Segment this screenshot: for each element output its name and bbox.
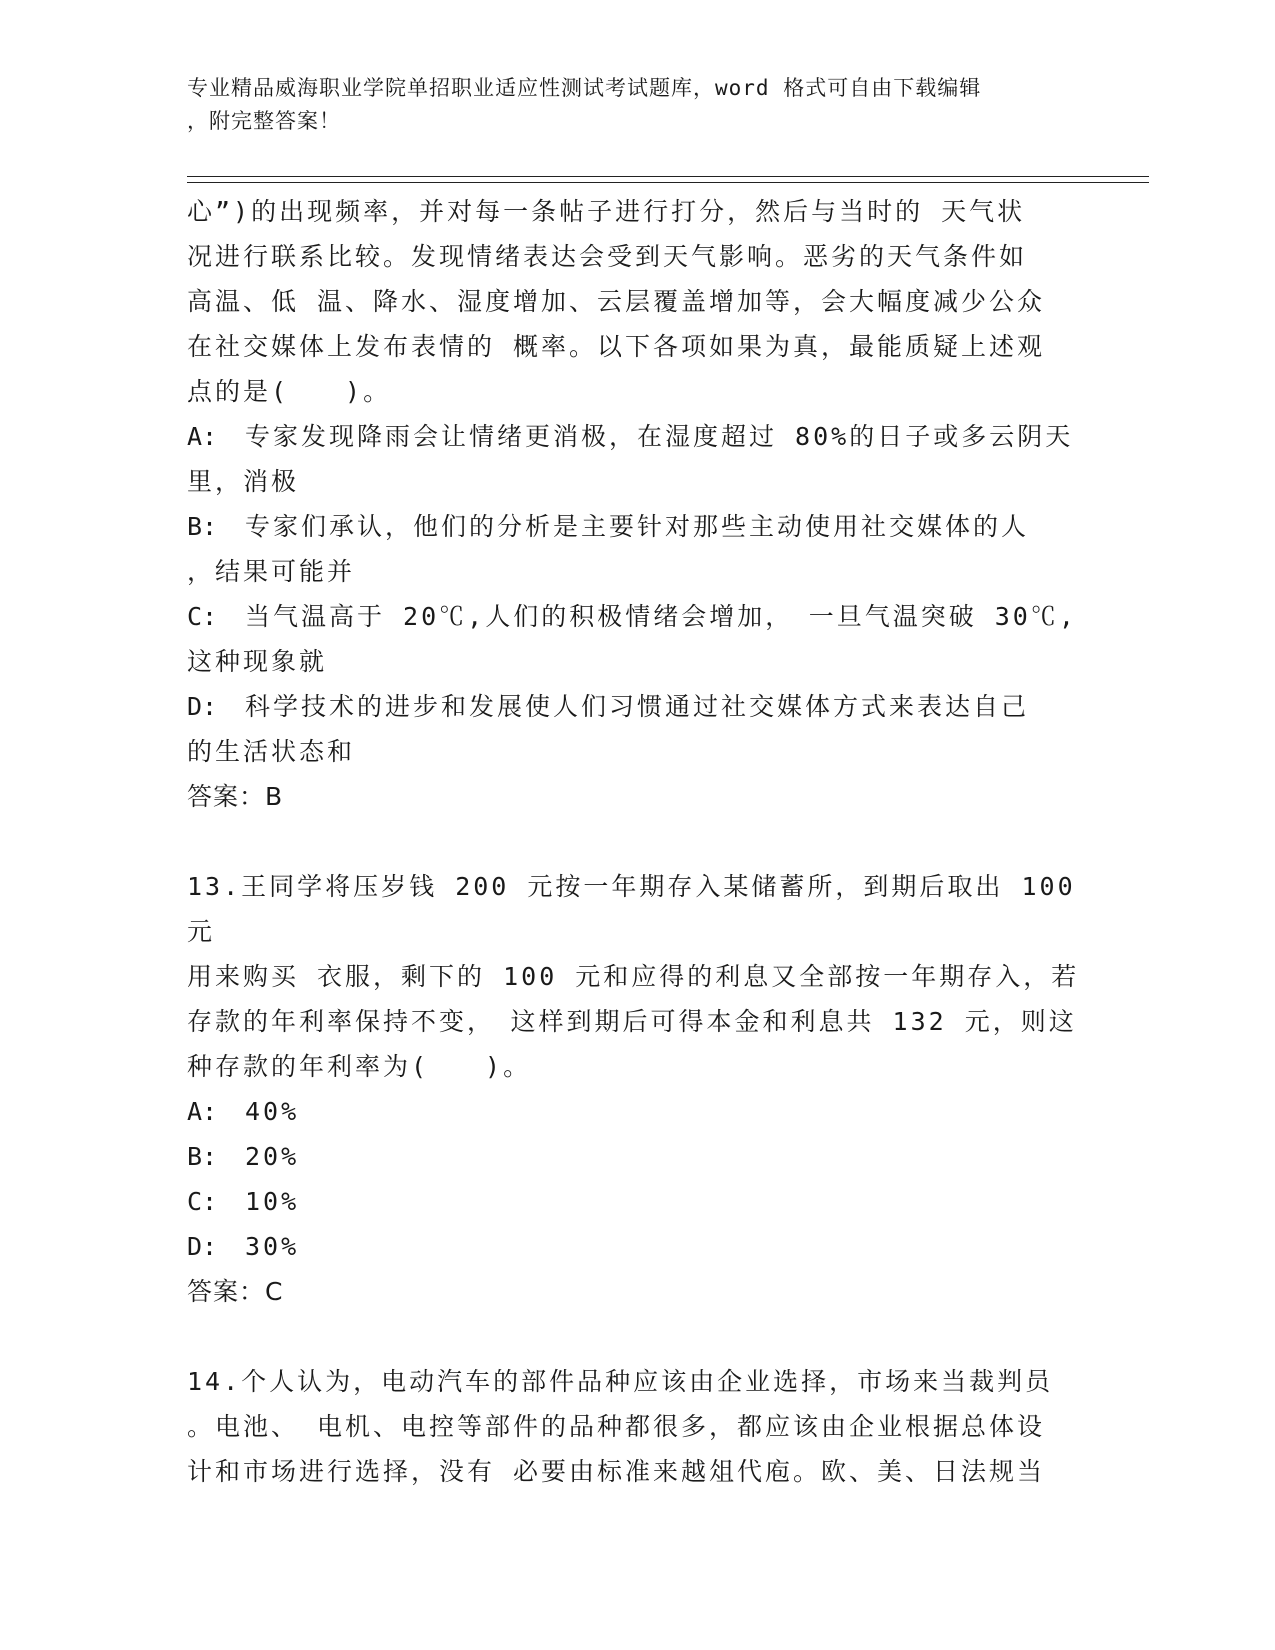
option-d [187, 1224, 1087, 1269]
option-label: D: [187, 1232, 218, 1261]
option-label: C: [187, 602, 218, 631]
option-label: A: [187, 422, 218, 451]
option-text: 专家发现降雨会让情绪更消极，在湿度超过 80%的日子或多云阴天 [245, 422, 1074, 451]
option-text-continued: ，结果可能并 [187, 557, 356, 586]
option-text: 20% [245, 1142, 300, 1171]
spacer [187, 1314, 1087, 1359]
document-body [187, 189, 1087, 1494]
page-header [187, 72, 1067, 138]
question-stem-line: 13.王同学将压岁钱 200 元按一年期存入某储蓄所，到期后取出 100 元 [187, 872, 1076, 946]
answer-line: 答案：C [187, 1277, 284, 1306]
option-text: 当气温高于 20℃,人们的积极情绪会增加， 一旦气温突破 30℃, [245, 602, 1077, 631]
option-text: 10% [245, 1187, 300, 1216]
option-label: B: [187, 1142, 218, 1171]
option-label: D: [187, 692, 218, 721]
question-stem-line: 用来购买 衣服，剩下的 100 元和应得的利息又全部按一年期存入，若 [187, 962, 1080, 991]
spacer [187, 819, 1087, 864]
option-text-continued: 的生活状态和 [187, 737, 356, 766]
option-text: 40% [245, 1097, 300, 1126]
question-stem-line: 种存款的年利率为( )。 [187, 1052, 532, 1081]
option-label: C: [187, 1187, 218, 1216]
option-label: B: [187, 512, 218, 541]
option-d [187, 684, 1087, 774]
option-text: 科学技术的进步和发展使人们习惯通过社交媒体方式来表达自己 [245, 692, 1030, 721]
question-stem-line: 14.个人认为，电动汽车的部件品种应该由企业选择，市场来当裁判员 [187, 1367, 1054, 1396]
question-stem-line: 点的是( )。 [187, 377, 392, 406]
header-rule-bottom [187, 182, 1149, 183]
question-13 [187, 864, 1087, 1314]
option-a [187, 414, 1087, 504]
question-stem-line: 况进行联系比较。发现情绪表达会受到天气影响。恶劣的天气条件如 [187, 242, 1028, 271]
option-c [187, 1179, 1087, 1224]
question-stem-line: 存款的年利率保持不变， 这样到期后可得本金和利息共 132 元，则这 [187, 1007, 1077, 1036]
option-c [187, 594, 1087, 684]
question-stem-line: 心”)的出现频率，并对每一条帖子进行打分，然后与当时的 天气状 [187, 197, 1026, 226]
option-b [187, 504, 1087, 594]
option-text: 30% [245, 1232, 300, 1261]
option-text-continued: 里，消极 [187, 467, 300, 496]
option-a [187, 1089, 1087, 1134]
question-12 [187, 189, 1087, 819]
header-line-1: 专业精品威海职业学院单招职业适应性测试考试题库，word 格式可自由下载编辑 [187, 76, 982, 100]
question-stem-line: 。电池、 电机、电控等部件的品种都很多，都应该由企业根据总体设 [187, 1412, 1046, 1441]
question-stem-line: 在社交媒体上发布表情的 概率。以下各项如果为真，最能质疑上述观 [187, 332, 1046, 361]
answer-line: 答案：B [187, 782, 284, 811]
header-rule-top [187, 176, 1149, 177]
option-text: 专家们承认，他们的分析是主要针对那些主动使用社交媒体的人 [245, 512, 1030, 541]
question-14 [187, 1359, 1087, 1494]
question-stem-line: 高温、低 温、降水、湿度增加、云层覆盖增加等，会大幅度减少公众 [187, 287, 1046, 316]
question-stem-line: 计和市场进行选择，没有 必要由标准来越俎代庖。欧、美、日法规当 [187, 1457, 1046, 1486]
option-label: A: [187, 1097, 218, 1126]
option-b [187, 1134, 1087, 1179]
header-line-2: ，附完整答案！ [187, 109, 341, 133]
option-text-continued: 这种现象就 [187, 647, 328, 676]
